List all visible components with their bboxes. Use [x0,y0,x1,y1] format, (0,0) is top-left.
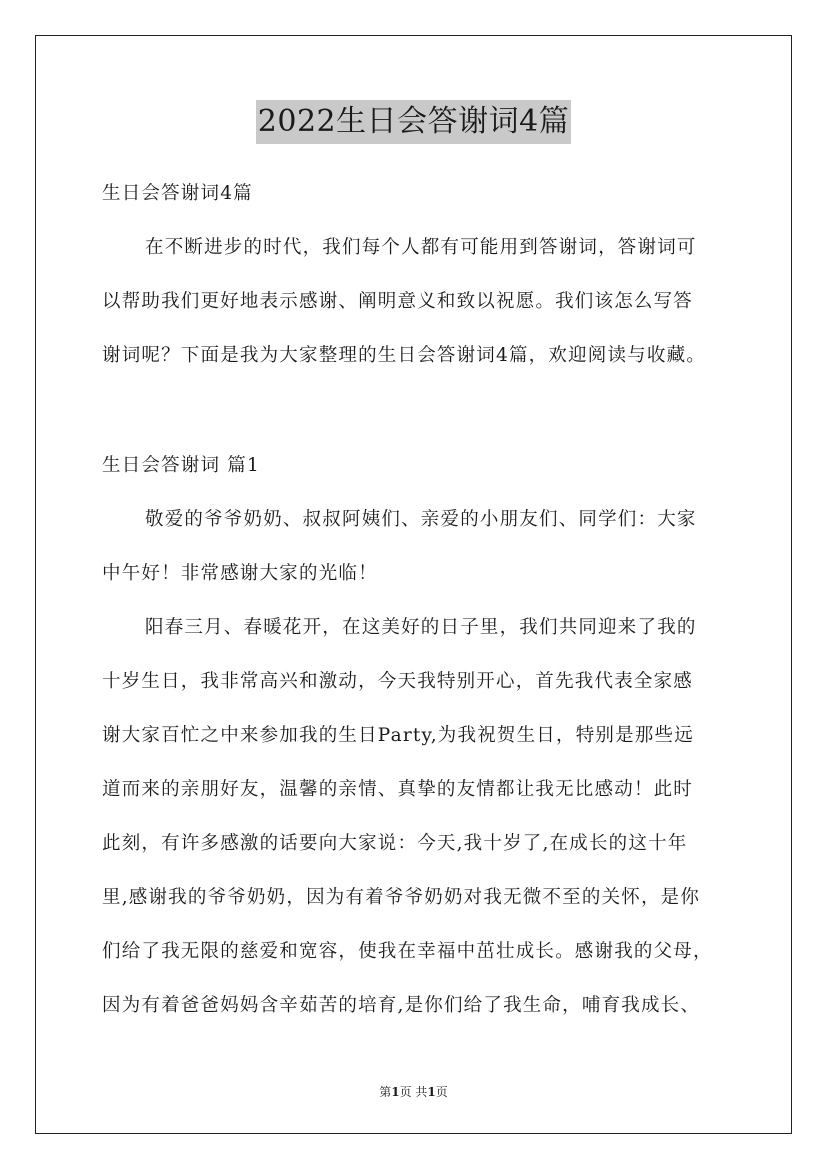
footer-prefix: 第 [379,1085,392,1099]
section-heading: 生日会答谢词 篇1 [102,455,260,476]
footer-total-pages: 1 [427,1085,436,1099]
intro-line: 谢词呢？下面是我为大家整理的生日会答谢词4篇，欢迎阅读与收藏。 [102,345,706,366]
footer-mid: 页 共 [399,1085,428,1099]
intro-line: 在不断进步的时代，我们每个人都有可能用到答谢词，答谢词可 [145,237,697,258]
page-footer [0,1083,827,1101]
subtitle: 生日会答谢词4篇 [102,183,253,204]
body-line: 此刻，有许多感激的话要向大家说：今天,我十岁了,在成长的这十年 [102,833,688,854]
footer-suffix: 页 [435,1085,448,1099]
body-line: 里,感谢我的爷爷奶奶，因为有着爷爷奶奶对我无微不至的关怀，是你 [102,887,701,908]
greeting-line: 敬爱的爷爷奶奶、叔叔阿姨们、亲爱的小朋友们、同学们：大家 [145,509,697,530]
body-line: 谢大家百忙之中来参加我的生日Party,为我祝贺生日，特别是那些远 [102,725,694,746]
footer-page-number: 1 [391,1085,400,1099]
document-title [0,100,827,144]
body-line: 阳春三月、春暖花开，在这美好的日子里，我们共同迎来了我的 [145,617,697,638]
document-title-text: 2022生日会答谢词4篇 [256,100,571,144]
greeting-line: 中午好！非常感谢大家的光临！ [102,563,378,584]
body-line: 十岁生日，我非常高兴和激动，今天我特别开心，首先我代表全家感 [102,671,694,692]
body-line: 们给了我无限的慈爱和宽容，使我在幸福中茁壮成长。感谢我的父母， [102,941,713,962]
body-line: 因为有着爸爸妈妈含辛茹苦的培育,是你们给了我生命，哺育我成长、 [102,995,701,1016]
intro-line: 以帮助我们更好地表示感谢、阐明意义和致以祝愿。我们该怎么写答 [102,291,694,312]
body-line: 道而来的亲朋好友，温馨的亲情、真挚的友情都让我无比感动！此时 [102,779,694,800]
